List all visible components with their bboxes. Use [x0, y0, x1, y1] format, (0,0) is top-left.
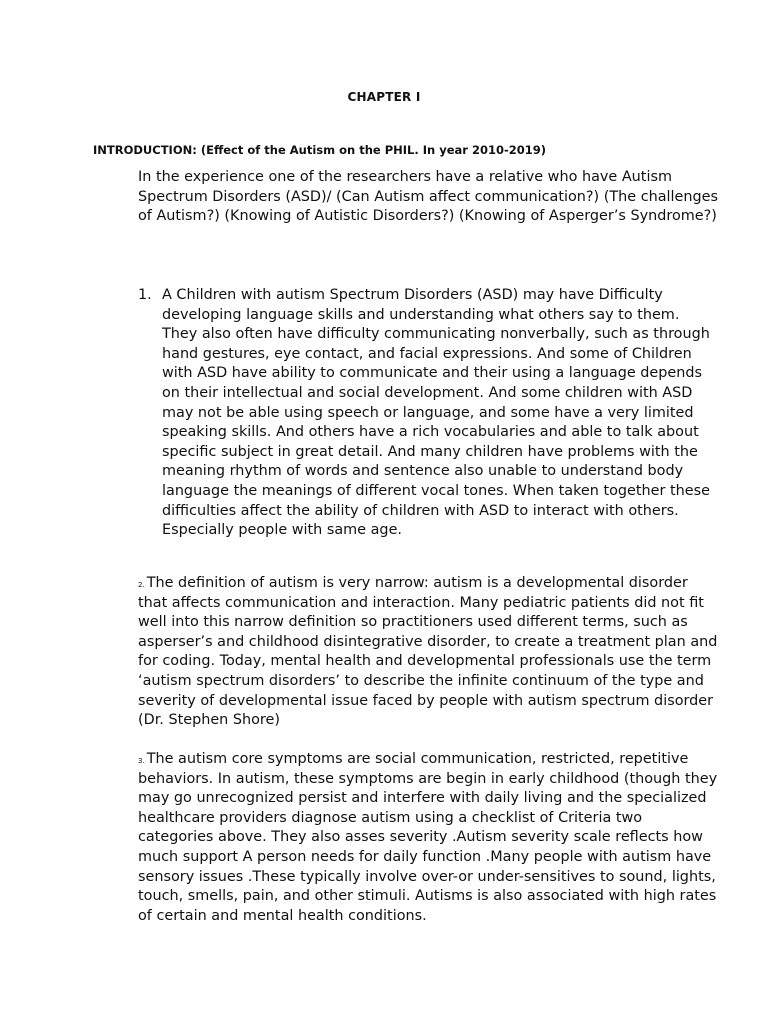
- introduction-paragraph: In the experience one of the researchers have a relative who have Autism Spectrum Disorders (ASD)/ (Can Autism affect communication?) (The challenges of Autism?) (Knowing of Autistic Disorders?) (Knowing of Asperger’s Syndrome?): [138, 169, 719, 225]
- numbered-item-2: [138, 574, 718, 731]
- numbered-item-1: [138, 286, 718, 541]
- chapter-title: CHAPTER I: [347, 90, 421, 104]
- introduction-heading: INTRODUCTION: (Effect of the Autism on the PHIL. In year 2010-2019): [93, 143, 546, 157]
- item-3-number: 3.: [138, 757, 145, 765]
- item-1-number: 1.: [138, 287, 152, 303]
- item-3-text: The autism core symptoms are social communication, restricted, repetitive behaviors. In autism, these symptoms are begin in early childhood (though they may go unrecognized persist and interfere with daily living and the specialized healthcare providers diagnose autism using a checklist of Criteria two categories above. They also asses severity .Autism severity scale reflects how much support A person needs for daily function .Many people with autism have sensory issues .These typically involve over-or under-sensitives to sound, lights, touch, smells, pain, and other stimuli. Autisms is also associated with high rates of certain and mental health conditions.: [138, 751, 718, 924]
- numbered-item-3: [138, 750, 718, 926]
- item-2-number: 2.: [138, 581, 145, 589]
- item-1-text: A Children with autism Spectrum Disorders (ASD) may have Difficulty developing language skills and understanding what others say to them. They also often have difficulty communicating nonverbally, such as through hand gestures, eye contact, and facial expressions. And some of Children with ASD have ability to communicate and their using a language depends on their intellectual and social development. And some children with ASD may not be able using speech or language, and some have a very limited speaking skills. And others have a rich vocabularies and able to talk about specific subject in great detail. And many children have problems with the meaning rhythm of words and sentence also unable to understand body language the meanings of different vocal tones. When taken together these difficulties affect the ability of children with ASD to interact with others. Especially people with same age.: [162, 287, 710, 539]
- item-2-text: The definition of autism is very narrow: autism is a developmental disorder that affects communication and interaction. Many pediatric patients did not fit well into this narrow definition so practitioners used different terms, such as asperser’s and childhood disintegrative disorder, to create a treatment plan and for coding. Today, mental health and developmental professionals use the term ‘autism spectrum disorders’ to describe the infinite continuum of the type and severity of developmental issue faced by people with autism spectrum disorder (Dr. Stephen Shore): [138, 575, 718, 729]
